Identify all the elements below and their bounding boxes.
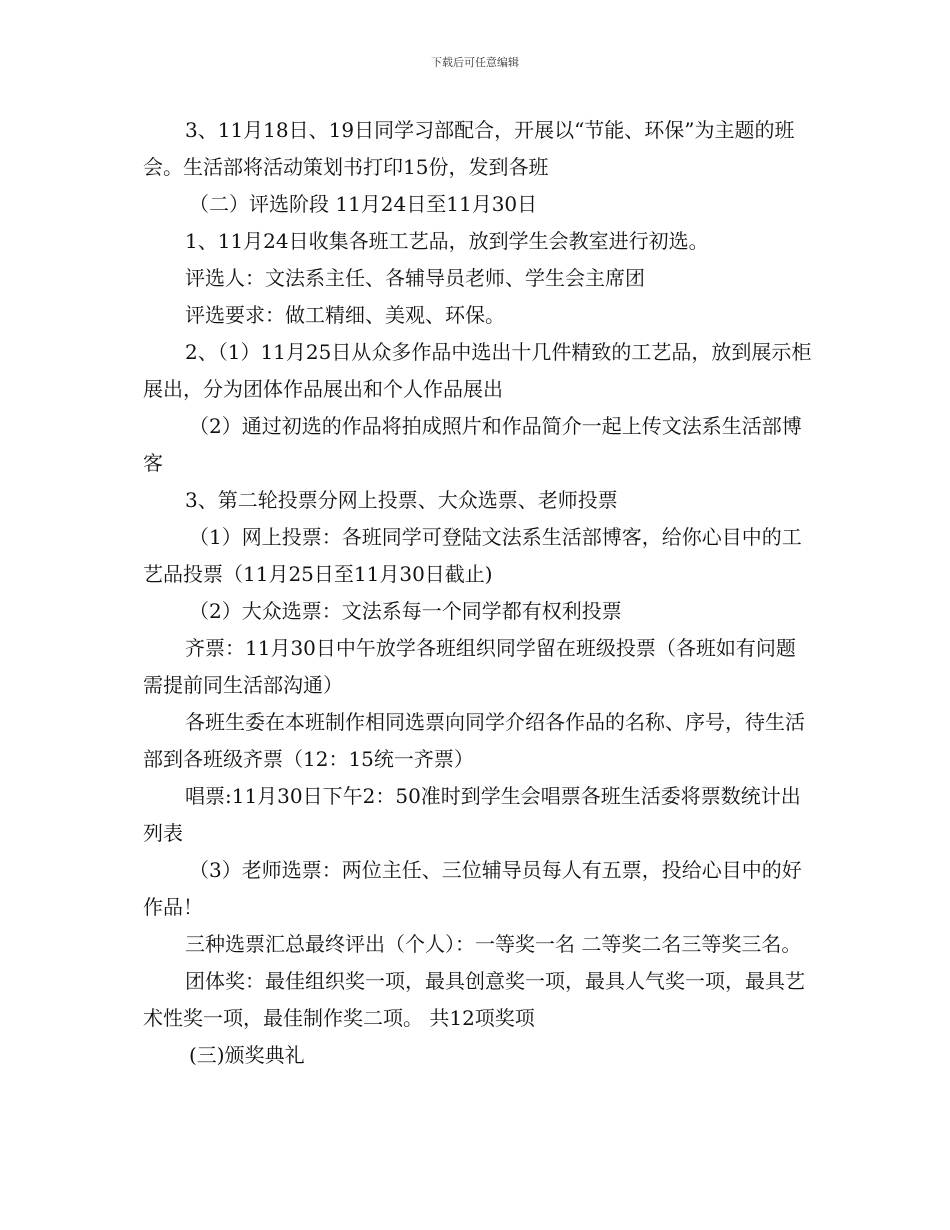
paragraph-second-round: 3、第二轮投票分网上投票、大众选票、老师投票 xyxy=(185,488,618,512)
paragraph-collect-votes: 齐票：11月30日中午放学各班组织同学留在班级投票（各班如有问题需提前同生活部沟通） xyxy=(143,636,796,697)
paragraph-group-awards: 团体奖：最佳组织奖一项，最具创意奖一项，最具人气奖一项，最具艺术性奖一项，最佳制作奖二项。 共12项奖项 xyxy=(143,969,805,1030)
document-body xyxy=(143,112,813,1074)
paragraph-award-ceremony: (三)颁奖典礼 xyxy=(189,1043,305,1067)
paragraph-vote-counting: 唱票:11月30日下午2：50准时到学生会唱票各班生活委将票数统计出列表 xyxy=(143,784,801,845)
paragraph-individual-awards: 三种选票汇总最终评出（个人）：一等奖一名 二等奖二名三等奖三名。 xyxy=(185,932,802,956)
paragraph-blog-upload: （2）通过初选的作品将拍成照片和作品简介一起上传文法系生活部博客 xyxy=(143,414,802,475)
paragraph-judges: 评选人：文法系主任、各辅导员老师、学生会主席团 xyxy=(185,266,645,290)
paragraph-ballot-making: 各班生委在本班制作相同选票向同学介绍各作品的名称、序号，待生活部到各班级齐票（12：15统一齐票） xyxy=(143,710,805,771)
paragraph-teacher-vote: （3）老师选票：两位主任、三位辅导员每人有五票，投给心目中的好作品！ xyxy=(143,858,802,919)
paragraph-requirements: 评选要求：做工精细、美观、环保。 xyxy=(185,303,505,327)
paragraph-selection-stage: （二）评选阶段 11月24日至11月30日 xyxy=(189,192,538,216)
paragraph-public-vote: （2）大众选票：文法系每一个同学都有权利投票 xyxy=(189,599,622,623)
paragraph-collect-crafts: 1、11月24日收集各班工艺品，放到学生会教室进行初选。 xyxy=(185,229,709,253)
paragraph-class-meeting: 3、11月18日、19日同学习部配合，开展以“节能、环保”为主题的班会。生活部将活动策划书打印15份，发到各班 xyxy=(143,118,795,179)
page-header: 下载后可任意编辑 xyxy=(431,56,519,69)
paragraph-online-vote: （1）网上投票：各班同学可登陆文法系生活部博客，给你心目中的工艺品投票（11月25日至11月30日截止) xyxy=(143,525,802,586)
paragraph-exhibition: 2、（1）11月25日从众多作品中选出十几件精致的工艺品，放到展示柜展出，分为团体作品展出和个人作品展出 xyxy=(143,340,812,401)
